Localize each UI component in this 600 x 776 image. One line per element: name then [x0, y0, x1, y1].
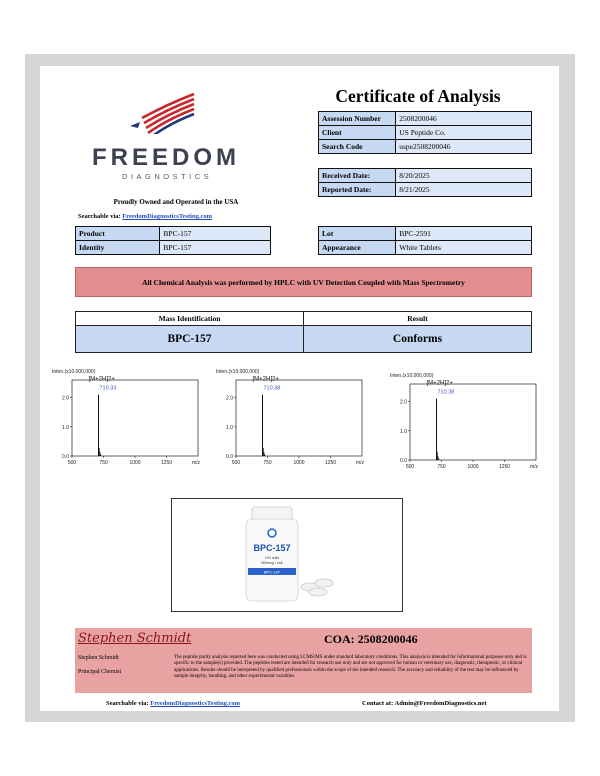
- mass-identification-table: [75, 311, 532, 353]
- bottle-name: BPC-157: [253, 543, 291, 553]
- tablet-2: [315, 579, 333, 587]
- disclaimer: The peptide purity analysis reported here was conducted using LCMS/MS under standard laboratory conditions. This analysis is intended for informational purposes only and is specific to the sample(s) provided. The peptides tested are intended for research use only and are not approved for human or veterinary use, diagnostic, therapeutic, or clinical applications. Results should be interpreted by qualified professionals within the scope of the intended research. The accuracy and reliability of the test may be influenced by sample integrity, handling, and other experimental variables.: [174, 655, 527, 680]
- method-banner: All Chemical Analysis was performed by HPLC with UV Detection Coupled with Mass Spectrometry: [75, 267, 532, 297]
- client-value: US Peptide Co.: [396, 126, 532, 140]
- plot-frame: [72, 380, 198, 456]
- x-tick-label: 500: [67, 460, 77, 466]
- signature: Stephen Schmidt: [78, 631, 192, 646]
- bottle-sub2: 500mcg / unit: [261, 561, 283, 565]
- x-tick-label: 750: [263, 460, 272, 466]
- search-code-value: uspe2508200046: [396, 140, 532, 154]
- reported-label: Reported Date:: [319, 183, 396, 197]
- x-tick-label: 1250: [324, 460, 337, 466]
- brand-name: FREEDOM: [92, 144, 240, 171]
- search-code-label: Search Code: [319, 140, 396, 154]
- page-title: Certificate of Analysis: [335, 86, 501, 106]
- lot-value: BPC-2591: [396, 227, 532, 241]
- result-value: Conforms: [392, 333, 443, 345]
- chemist-name: Stephen Schmidt: [78, 655, 119, 661]
- dates-table: [318, 168, 532, 197]
- product-table: [75, 226, 271, 255]
- product-photo: [171, 498, 403, 612]
- mass-spectrum-1: [48, 366, 208, 476]
- searchable-label: Searchable via:: [78, 213, 121, 220]
- bottle-body: [246, 519, 298, 601]
- mass-table-header: [76, 312, 531, 325]
- mass-identification-value: BPC-157: [76, 326, 304, 352]
- reported-row: [319, 183, 532, 197]
- y-tick-label: 1.0: [400, 428, 407, 435]
- mass-spectrum-2: [212, 366, 372, 476]
- product-value: BPC-157: [160, 227, 271, 241]
- identity-value: BPC-157: [160, 241, 271, 255]
- bottle-sub1: 100 units: [264, 556, 280, 560]
- chemist-role: Principal Chemist: [78, 669, 122, 675]
- x-tick-label: 500: [231, 460, 241, 466]
- coa-number: COA: 2508200046: [324, 632, 418, 646]
- accession-row: [319, 112, 532, 126]
- mass-table-row: [76, 325, 531, 352]
- flag-logo-icon: [128, 92, 198, 134]
- mass-identification-header: Mass Identification: [76, 312, 304, 325]
- y-tick-label: 0.0: [400, 458, 407, 464]
- y-axis-label: Inten.(x10,000,000): [390, 373, 434, 379]
- received-row: [319, 169, 532, 183]
- y-tick-label: 2.0: [226, 395, 233, 402]
- star-icon: [130, 122, 140, 128]
- identity-row: [76, 241, 271, 255]
- certificate-page: [40, 66, 559, 711]
- x-tick-label: 1250: [160, 460, 173, 466]
- footer-searchable-link[interactable]: FreedomDiagnosticsTesting.com: [150, 700, 241, 707]
- x-tick-label: 750: [437, 464, 446, 470]
- footer-searchable-label: Searchable via:: [106, 700, 149, 707]
- footer-contact: Contact at: Admin@FreedomDiagnostics.net: [362, 700, 487, 707]
- y-tick-label: 2.0: [62, 395, 69, 402]
- peak-label: 710.38: [263, 385, 281, 392]
- x-tick-label: 750: [99, 460, 108, 466]
- appearance-label: Appearance: [319, 241, 396, 255]
- client-row: [319, 126, 532, 140]
- y-tick-label: 1.0: [226, 424, 233, 431]
- y-tick-label: 0.0: [226, 454, 233, 460]
- appearance-value: White Tablets: [396, 241, 532, 255]
- searchable-top: [78, 213, 212, 220]
- y-tick-label: 0.0: [62, 454, 69, 460]
- x-axis-label: m/z: [530, 464, 539, 470]
- peak-label: 710.38: [437, 389, 455, 396]
- search-code-row: [319, 140, 532, 154]
- y-tick-label: 1.0: [62, 424, 69, 431]
- x-axis-label: m/z: [192, 460, 201, 466]
- brand-subtitle: DIAGNOSTICS: [122, 172, 213, 181]
- x-tick-label: 500: [405, 464, 415, 470]
- accession-value: 2508200046: [396, 112, 532, 126]
- accession-label: Assession Number: [319, 112, 396, 126]
- mass-spectrum-3: [386, 370, 551, 480]
- owned-tagline: Proudly Owned and Operated in the USA: [113, 198, 239, 206]
- x-tick-label: 1000: [467, 464, 479, 470]
- y-axis-label: Inten.(x10,000,000): [216, 369, 260, 375]
- lot-table: [318, 226, 532, 255]
- x-axis-label: m/z: [356, 460, 365, 466]
- lot-label: Lot: [319, 227, 396, 241]
- result-header: Result: [407, 314, 428, 323]
- y-tick-label: 2.0: [400, 399, 407, 406]
- searchable-link[interactable]: FreedomDiagnosticsTesting.com: [122, 213, 213, 220]
- x-tick-label: 1250: [498, 464, 511, 470]
- received-value: 8/20/2025: [396, 169, 532, 183]
- product-label: Product: [76, 227, 160, 241]
- y-axis-label: Inten.(x10,000,000): [52, 369, 96, 375]
- plot-frame: [410, 384, 536, 460]
- peak-label: 710.33: [99, 385, 117, 392]
- lot-row: [319, 227, 532, 241]
- ion-label: [M+2H]2+: [88, 376, 115, 383]
- appearance-row: [319, 241, 532, 255]
- ion-label: [M+2H]2+: [252, 376, 279, 383]
- reported-value: 8/21/2025: [396, 183, 532, 197]
- accession-table: [318, 111, 532, 154]
- footer-searchable: [106, 700, 240, 707]
- client-label: Client: [319, 126, 396, 140]
- plot-frame: [236, 380, 362, 456]
- bottle-band-label: BPC-157: [263, 569, 281, 575]
- identity-label: Identity: [76, 241, 160, 255]
- received-label: Received Date:: [319, 169, 396, 183]
- bottle-image: [172, 499, 402, 611]
- product-row: [76, 227, 271, 241]
- x-tick-label: 1000: [129, 460, 141, 466]
- tablet-3: [309, 588, 327, 596]
- x-tick-label: 1000: [293, 460, 305, 466]
- ion-label: [M+2H]2+: [426, 380, 453, 387]
